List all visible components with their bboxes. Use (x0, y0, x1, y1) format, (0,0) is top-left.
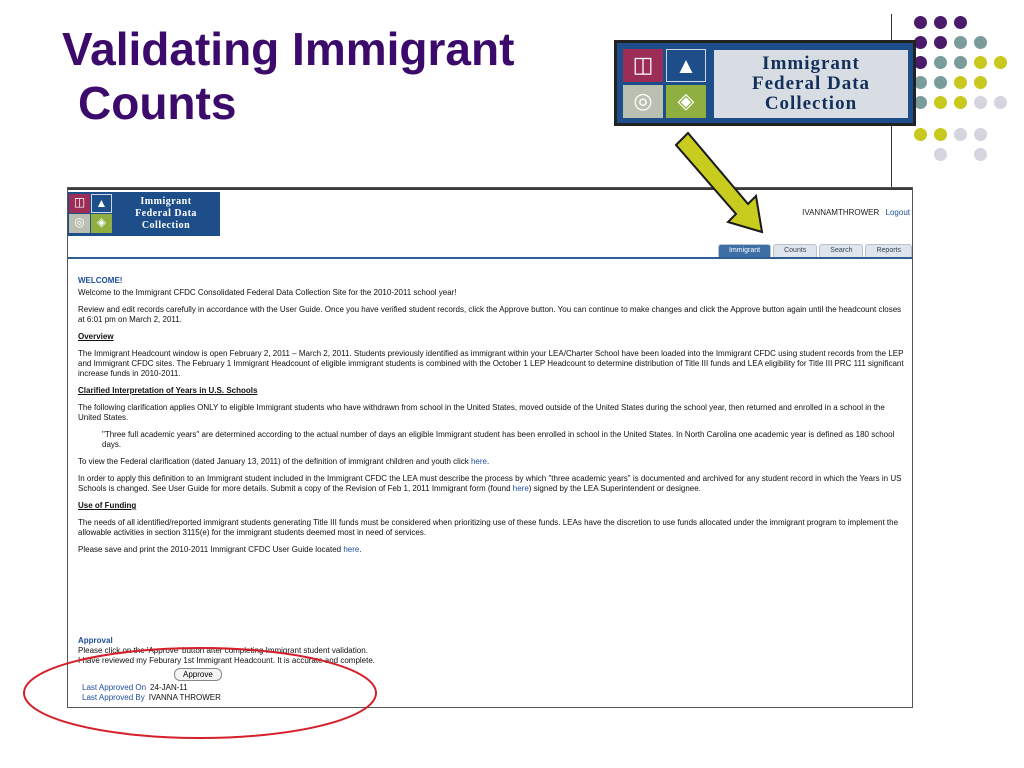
last-approved-by-value: IVANNA THROWER (148, 693, 221, 702)
dot-icon (934, 36, 947, 49)
dot-icon (914, 16, 927, 29)
logo-line-2: Federal Data (135, 208, 197, 219)
dot-icon (954, 16, 967, 29)
dot-icon (934, 16, 947, 29)
graduation-cap-icon: ▲ (91, 194, 112, 213)
last-approved-on-value: 24-JAN-11 (150, 683, 188, 692)
logo-text (713, 49, 909, 119)
apply-text: In order to apply this definition to an Immigrant student included in the Immigrant CFDC the LEA must describe the process by which "three academic years" is documented and archived for any student record in which the Years in US Schools is changed. See User Guide for more details. Submit a copy of the Revision of Feb 1, 2011 Immigrant form (found (78, 474, 902, 493)
tab-search[interactable]: Search (819, 244, 863, 257)
map-icon: ◈ (91, 214, 112, 233)
nav-tabs (716, 244, 912, 257)
funding-text: The needs of all identified/reported immigrant students generating Title III funds must be considered when prioritizing use of these funds. LEAs have the discretion to use funds allocated under the immigrant program to implement the allowable activities in section 3115(e) for the immigrant students deemed most in need of services. (78, 518, 899, 537)
globe-icon: ◎ (623, 85, 663, 118)
apply-text-end: ) signed by the LEA Superintendent or designee. (528, 484, 701, 493)
intro-text: Welcome to the Immigrant CFDC Consolidated Federal Data Collection Site for the 2010-2011 school year! (78, 288, 457, 297)
review-text: Review and edit records carefully in accordance with the User Guide. Once you have verified student records, click the Approve button. You can continue to make changes and click the Approve button again until the headcount closes at 6:01 pm on March 2, 2011. (78, 305, 902, 324)
username: IVANNAMTHROWER (802, 208, 880, 217)
logo-line-1: Immigrant (762, 53, 860, 74)
dot-icon (954, 96, 967, 109)
dot-icon (974, 148, 987, 161)
apply-definition-text (78, 474, 904, 494)
dot-icon (934, 56, 947, 69)
graduation-cap-icon: ▲ (666, 49, 706, 82)
main-content (78, 276, 904, 562)
columns-icon: ◫ (69, 194, 90, 213)
clarified-heading: Clarified Interpretation of Years in U.S. Schools (78, 386, 258, 395)
immigrant-cfdc-logo-small (68, 192, 220, 236)
tab-underline (68, 257, 912, 259)
slide-title-line-2: Counts (78, 77, 237, 129)
logo-line-3: Collection (764, 93, 858, 114)
federal-clarification-link[interactable]: here (470, 457, 487, 466)
slide-title (62, 22, 514, 130)
user-guide-link[interactable]: here (343, 545, 360, 554)
clarified-text: The following clarification applies ONLY to eligible Immigrant students who have withdrawn from school in the United States, moved outside of the United States during the school year, then returned and enrolled in a school in the United States. (78, 403, 885, 422)
period: . (359, 545, 362, 554)
logo-tiles (69, 194, 113, 234)
tab-reports[interactable]: Reports (865, 244, 912, 257)
dot-icon (934, 128, 947, 141)
last-approved-by-label: Last Approved By (82, 693, 145, 702)
dot-icon (934, 76, 947, 89)
dot-icon (954, 76, 967, 89)
last-approved-on-label: Last Approved On (82, 683, 147, 692)
approval-label: Approval (78, 636, 113, 645)
dot-icon (974, 76, 987, 89)
map-icon: ◈ (666, 85, 706, 118)
last-approved-on (78, 683, 478, 693)
user-bar (802, 208, 910, 217)
logo-tiles (623, 49, 707, 119)
federal-text: To view the Federal clarification (dated January 13, 2011) of the definition of immigrant children and youth click (78, 457, 469, 466)
quote-text: "Three full academic years" are determined according to the actual number of days an eligible Immigrant student has been enrolled in school in the United States. In North Carolina one academic year is defined as 180 school days. (102, 430, 895, 449)
dot-icon (954, 128, 967, 141)
decorative-dots (912, 14, 1024, 174)
slide-title-line-1: Validating Immigrant (62, 23, 515, 75)
approve-button[interactable]: Approve (174, 668, 222, 681)
logo-text (114, 194, 218, 234)
columns-icon: ◫ (623, 49, 663, 82)
globe-icon: ◎ (69, 214, 90, 233)
tab-counts[interactable]: Counts (773, 244, 817, 257)
funding-heading: Use of Funding (78, 501, 137, 510)
period: . (486, 457, 490, 466)
user-guide-text (78, 545, 904, 555)
dot-icon (934, 96, 947, 109)
tab-immigrant[interactable]: Immigrant (718, 244, 771, 257)
logout-link[interactable]: Logout (885, 208, 910, 217)
dot-icon (994, 56, 1007, 69)
dot-icon (954, 36, 967, 49)
dot-icon (974, 56, 987, 69)
approval-section (78, 636, 478, 703)
dot-icon (914, 128, 927, 141)
dot-icon (974, 96, 987, 109)
guide-text: Please save and print the 2010-2011 Immigrant CFDC User Guide located (78, 545, 342, 554)
overview-heading: Overview (78, 332, 114, 341)
logo-line-1: Immigrant (140, 196, 192, 207)
dot-icon (974, 128, 987, 141)
immigrant-cfdc-logo-large (614, 40, 916, 126)
dot-icon (994, 96, 1007, 109)
overview-text: The Immigrant Headcount window is open February 2, 2011 – March 2, 2011. Students previously identified as immigrant within your LEA/Charter School have been loaded into the Immigrant CFDC using student records from the LEP and Immigrant CFDC sites. The February 1 Immigrant Headcount of eligible immigrant students is combined with the October 1 LEP Headcount to determine distribution of Title III funds and LEA eligibility for Title III PRC 111 significant increase funds in 2010-2011. (78, 349, 904, 378)
revision-form-link[interactable]: here (512, 484, 529, 493)
approval-instruction: Please click on the 'Approve' button after completing Immigrant student validation. (78, 646, 368, 655)
dot-icon (954, 56, 967, 69)
top-bar (68, 188, 912, 190)
federal-clarification-text (78, 457, 904, 467)
approval-attestation: I have reviewed my Feburary 1st Immigrant Headcount. It is accurate and complete. (78, 656, 376, 665)
cfdc-app-screenshot (67, 187, 913, 708)
logo-line-3: Collection (141, 220, 191, 231)
welcome-heading: WELCOME! (78, 276, 123, 285)
dot-icon (934, 148, 947, 161)
logo-line-2: Federal Data (751, 73, 871, 94)
dot-icon (974, 36, 987, 49)
last-approved-by (78, 693, 478, 703)
